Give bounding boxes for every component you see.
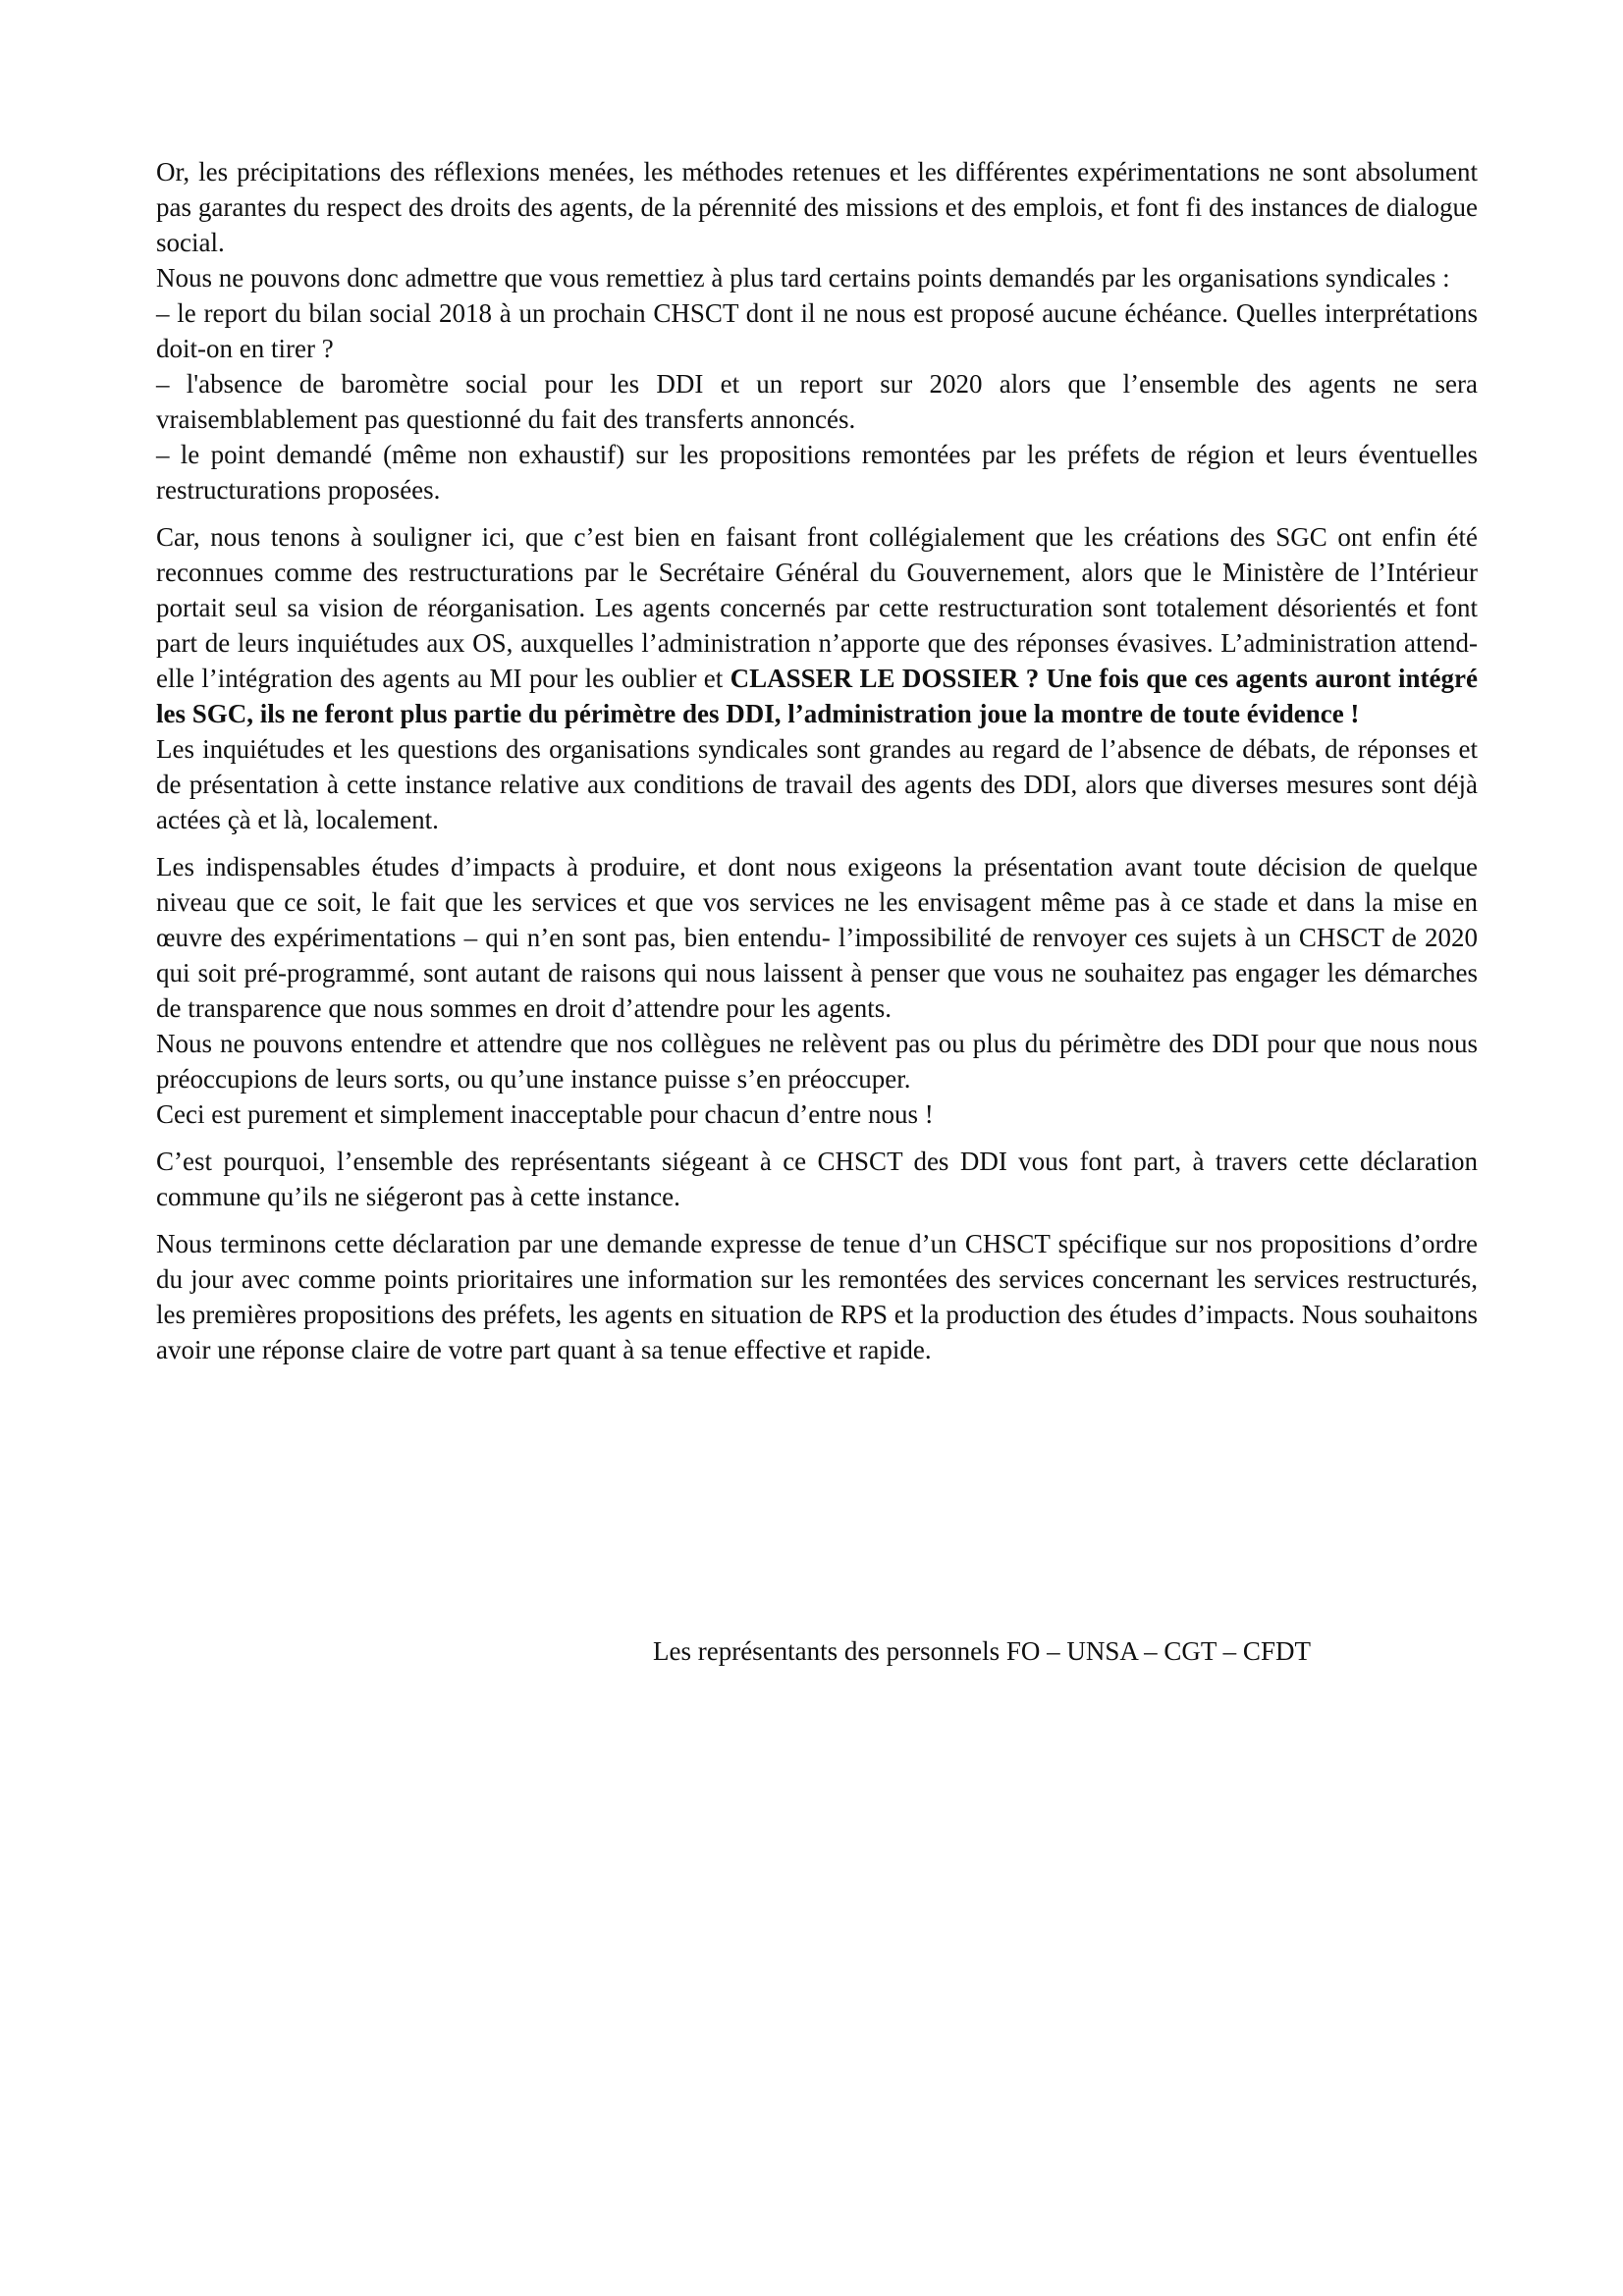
paragraph-block-4 <box>156 1144 1478 1214</box>
paragraph-block-5 <box>156 1226 1478 1367</box>
paragraph-text: Les inquiétudes et les questions des organisations syndicales sont grandes au regard de l’absence de débats, de réponses et de présentation à cette instance relative aux conditions de travail des agents des DDI, alors que diverses mesures sont déjà actées çà et là, localement. <box>156 734 1478 834</box>
signature-line: Les représentants des personnels FO – UNSA – CGT – CFDT <box>653 1636 1311 1666</box>
paragraph-text-normal: Car, nous tenons à souligner ici, que c’est bien en faisant front collégialement que les créations des SGC ont enfin été reconnues comme des restructurations par le Secrétaire Général du Gouvernement, alors que le Ministère de l’Intérieur portait seul sa vision de réorganisation. Les agents concernés par cette restructuration sont totalement désorientés et font part de leurs inquiétudes aux OS, auxquelles l’administration n’apporte que des réponses évasives. L’administration attend-elle l’intégration des agents au MI pour les oublier et <box>156 522 1478 693</box>
paragraph-block-1 <box>156 154 1478 507</box>
paragraph-text: Ceci est purement et simplement inacceptable pour chacun d’entre nous ! <box>156 1099 934 1129</box>
list-item: – l'absence de baromètre social pour les DDI et un report sur 2020 alors que l’ensemble des agents ne sera vraisemblablement pas questionné du fait des transferts annoncés. <box>156 369 1478 434</box>
paragraph-text-bold: CLASSER LE DOSSIER ? Une fois que ces agents auront intégré les SGC, ils ne feront plus partie du périmètre des DDI, l’administration joue la montre de toute évidence ! <box>156 664 1479 728</box>
paragraph-text <box>156 519 1478 731</box>
list-item: – le point demandé (même non exhaustif) sur les propositions remontées par les préfets de région et leurs éventuelles restructurations proposées. <box>156 440 1478 505</box>
document-body <box>156 154 1478 1367</box>
paragraph-text: Nous ne pouvons entendre et attendre que nos collègues ne relèvent pas ou plus du périmètre des DDI pour que nous nous préoccupions de leurs sorts, ou qu’une instance puisse s’en préoccuper. <box>156 1029 1478 1094</box>
list-item: – le report du bilan social 2018 à un prochain CHSCT dont il ne nous est proposé aucune échéance. Quelles interprétations doit-on en tirer ? <box>156 298 1478 363</box>
paragraph-text: C’est pourquoi, l’ensemble des représentants siégeant à ce CHSCT des DDI vous font part, à travers cette déclaration commune qu’ils ne siégeront pas à cette instance. <box>156 1147 1478 1211</box>
paragraph-text: Nous terminons cette déclaration par une demande expresse de tenue d’un CHSCT spécifique sur nos propositions d’ordre du jour avec comme points prioritaires une information sur les remontées des services concernant les services restructurés, les premières propositions des préfets, les agents en situation de RPS et la production des études d’impacts. Nous souhaitons avoir une réponse claire de votre part quant à sa tenue effective et rapide. <box>156 1229 1478 1364</box>
paragraph-text: Les indispensables études d’impacts à produire, et dont nous exigeons la présentation avant toute décision de quelque niveau que ce soit, le fait que les services et que vos services ne les envisagent même pas à ce stade et dans la mise en œuvre des expérimentations – qui n’en sont pas, bien entendu- l’impossibilité de renvoyer ces sujets à un CHSCT de 2020 qui soit pré-programmé, sont autant de raisons qui nous laissent à penser que vous ne souhaitez pas engager les démarches de transparence que nous sommes en droit d’attendre pour les agents. <box>156 852 1478 1023</box>
paragraph-block-2 <box>156 519 1478 837</box>
paragraph-block-3 <box>156 849 1478 1132</box>
paragraph-text: Or, les précipitations des réflexions menées, les méthodes retenues et les différentes expérimentations ne sont absolument pas garantes du respect des droits des agents, de la pérennité des missions et des emplois, et font fi des instances de dialogue social. <box>156 157 1478 257</box>
paragraph-text: Nous ne pouvons donc admettre que vous remettiez à plus tard certains points demandés par les organisations syndicales : <box>156 263 1450 293</box>
